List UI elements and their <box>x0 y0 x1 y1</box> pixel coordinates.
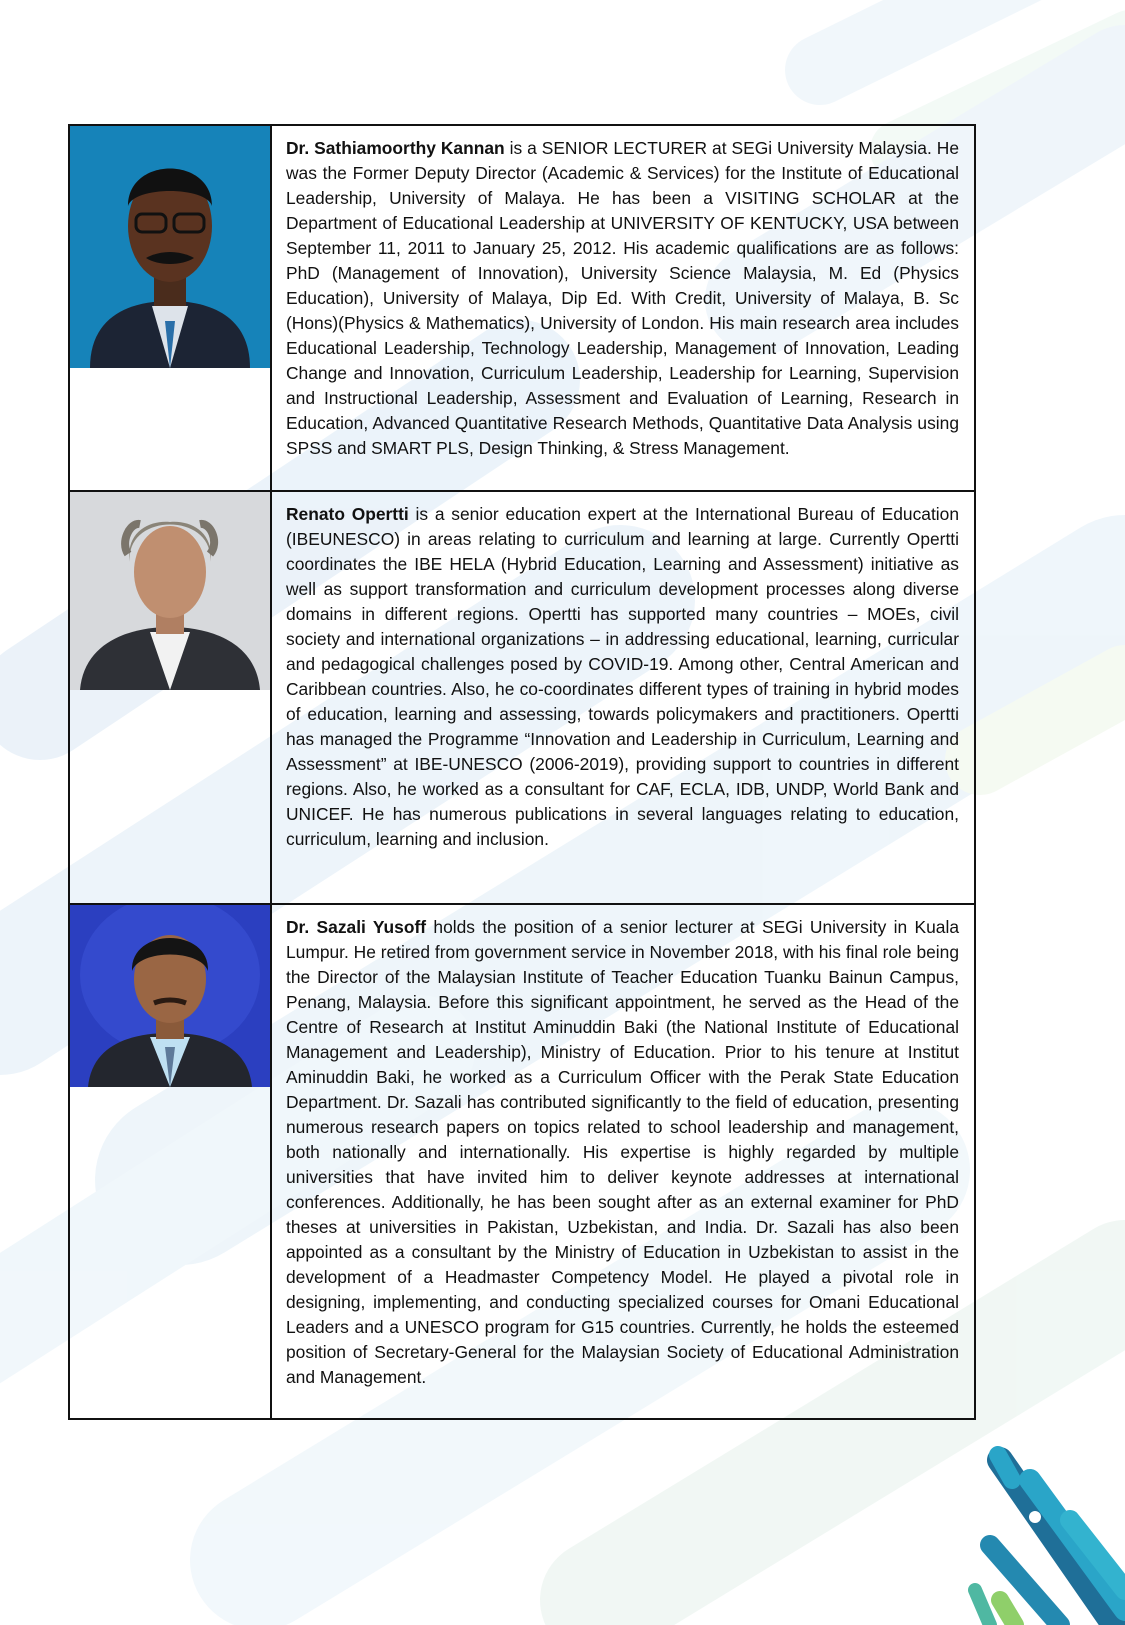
bio-cell <box>271 904 975 1419</box>
speaker-name: Renato Opertti <box>286 504 409 524</box>
speaker-name: Dr. Sathiamoorthy Kannan <box>286 138 505 158</box>
brand-logo-mark <box>975 1455 1125 1625</box>
speaker-name: Dr. Sazali Yusoff <box>286 917 427 937</box>
photo-cell <box>69 125 271 491</box>
profile-row <box>69 491 975 904</box>
profile-row <box>69 904 975 1419</box>
speaker-bios-table <box>68 124 976 1420</box>
bio-cell <box>271 491 975 904</box>
speaker-bio: holds the position of a senior lecturer at SEGi University in Kuala Lumpur. He retired from government service in November 2018, with his final role being the Director of the Malaysian Institute of Teacher Education Tuanku Bainun Campus, Penang, Malaysia. Before this significant appointment, he served as the Head of the Centre of Research at Institut Aminuddin Baki (the National Institute of Educational Management and Leadership), Ministry of Education. Prior to his tenure at Institut Aminuddin Baki, he worked as a Curriculum Officer with the Perak State Education Department. Dr. Sazali has contributed significantly to the field of education, presenting numerous research papers on topics related to school leadership and management, both nationally and internationally. His expertise is highly regarded by multiple universities that have invited him to deliver keynote addresses at international conferences. Additionally, he has been sought after as an external examiner for PhD theses at universities in Pakistan, Uzbekistan, and India. Dr. Sazali has also been appointed as a consultant by the Ministry of Education in Uzbekistan to assist in the development of a Headmaster Competency Model. He played a pivotal role in designing, implementing, and conducting specialized courses for Omani Educational Leaders and a UNESCO program for G15 countries. Currently, he holds the esteemed position of Secretary-General for the Malaysian Society of Educational Administration and Management. <box>286 917 959 1387</box>
photo-cell <box>69 904 271 1419</box>
bio-cell <box>271 125 975 491</box>
profile-row <box>69 125 975 491</box>
speaker-bio: is a senior education expert at the International Bureau of Education (IBEUNESCO) in areas relating to curriculum and learning at large. Currently Opertti coordinates the IBE HELA (Hybrid Education, Learning and Assessment) initiative as well as support transformation and curriculum development processes along diverse domains in different regions. Opertti has supported many countries – MOEs, civil society and international organizations – in addressing educational, learning, curricular and pedagogical challenges posed by COVID-19. Among other, Central American and Caribbean countries. Also, he co-coordinates different types of training in hybrid modes of education, learning and assessing, towards policymakers and practitioners. Opertti has managed the Programme “Innovation and Leadership in Curriculum, Learning and Assessment” at IBE-UNESCO (2006-2019), providing support to countries in different regions. Also, he worked as a consultant for CAF, ECLA, IDB, UNDP, World Bank and UNICEF. He has numerous publications in several languages relating to education, curriculum, learning and inclusion. <box>286 504 960 849</box>
portrait-photo <box>70 492 270 690</box>
portrait-photo <box>70 905 270 1087</box>
portrait-photo <box>70 126 270 368</box>
speaker-bio: is a SENIOR LECTURER at SEGi University Malaysia. He was the Former Deputy Director (Academic & Services) for the Institute of Educational Leadership, University of Malaya. He has been a VISITING SCHOLAR at the Department of Educational Leadership at UNIVERSITY OF KENTUCKY, USA between September 11, 2011 to January 25, 2012. His academic qualifications are as follows: PhD (Management of Innovation), University Science Malaysia, M. Ed (Physics Education), University of Malaya, Dip Ed. With Credit, University of Malaya, B. Sc (Hons)(Physics & Mathematics), University of London. His main research area includes Educational Leadership, Technology Leadership, Management of Innovation, Leading Change and Innovation, Curriculum Leadership, Leadership for Learning, Supervision and Instructional Leadership, Assessment and Evaluation of Learning, Research in Education, Advanced Quantitative Research Methods, Quantitative Data Analysis using SPSS and SMART PLS, Design Thinking, & Stress Management. <box>286 138 959 458</box>
photo-cell <box>69 491 271 904</box>
